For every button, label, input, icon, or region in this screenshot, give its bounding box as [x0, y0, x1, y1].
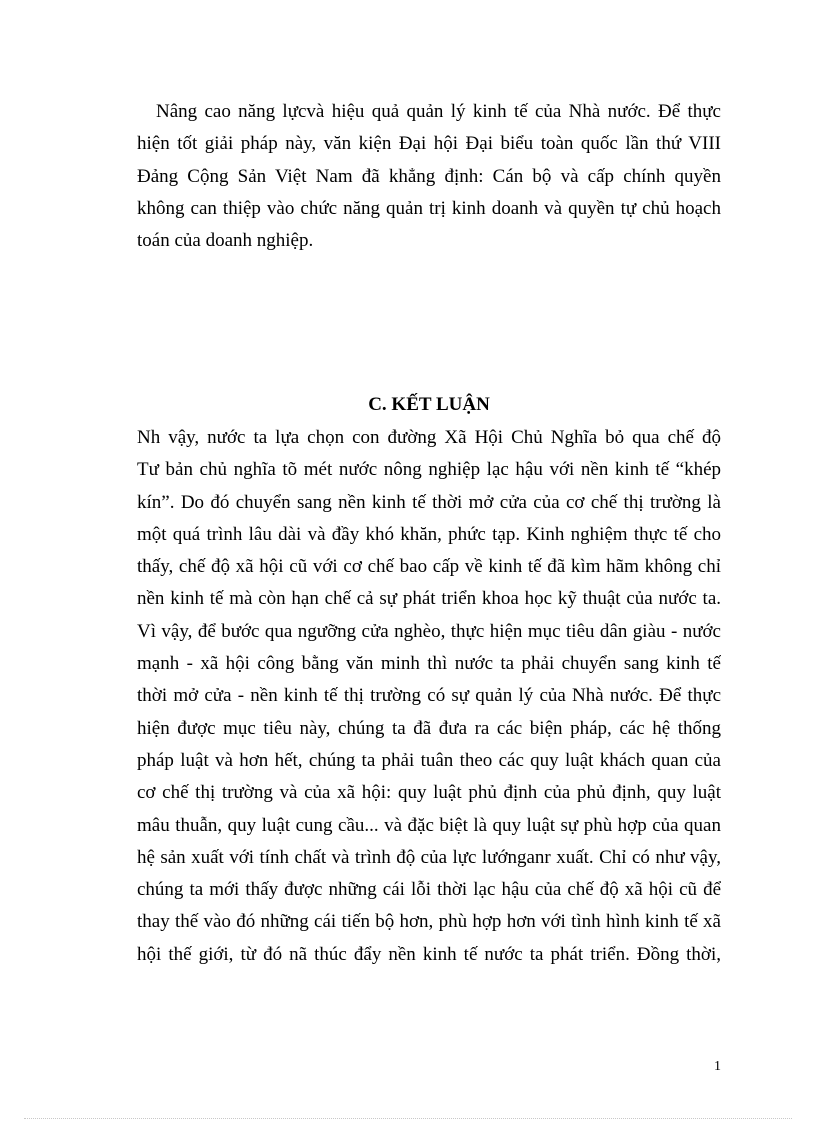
- paragraph-line: Nâng cao năng lựcvà hiệu quả quản lý kinh tế của Nhà nước. Để thực: [156, 101, 721, 122]
- paragraph-line: nền kinh tế mà còn hạn chế cả sự phát triển khoa học kỹ thuật của nước ta.: [137, 588, 721, 610]
- paragraph-line: thấy, chế độ xã hội cũ với cơ chế bao cấp về kinh tế đã kìm hãm không chỉ: [137, 556, 721, 578]
- paragraph-line: thời mở cửa - nền kinh tế thị trường có sự quản lý của Nhà nước. Để thực: [137, 685, 721, 707]
- page-bottom-divider: [24, 1118, 792, 1119]
- paragraph-line: Tư bản chủ nghĩa tõ mét nước nông nghiệp lạc hậu với nền kinh tế “khép: [137, 459, 721, 481]
- paragraph-line: chúng ta mới thấy được những cái lỗi thời lạc hậu của chế độ xã hội cũ để: [137, 879, 721, 901]
- paragraph-line: toán của doanh nghiệp.: [137, 230, 314, 252]
- paragraph-line: hiện được mục tiêu này, chúng ta đã đưa ra các biện pháp, các hệ thống: [137, 717, 721, 739]
- paragraph-line: hệ sản xuất với tính chất và trình độ của lực lướnganr xuất. Chỉ có như vậy,: [137, 846, 721, 868]
- paragraph-line: kín”. Do đó chuyển sang nền kinh tế thời mở cửa của cơ chế thị trường là: [137, 491, 721, 513]
- paragraph-line: Vì vậy, để bước qua ngưỡng cửa nghèo, thực hiện mục tiêu dân giàu - nước: [137, 620, 721, 642]
- paragraph-line: hiện tốt giải pháp này, văn kiện Đại hội Đại biểu toàn quốc lần thứ VIII: [137, 133, 721, 155]
- paragraph-line: mạnh - xã hội công bằng văn minh thì nước ta phải chuyển sang kinh tế: [137, 653, 721, 675]
- paragraph-line: Đảng Cộng Sản Việt Nam đã khẳng định: Cán bộ và cấp chính quyền: [137, 165, 721, 187]
- paragraph-line: Nh vậy, nước ta lựa chọn con đường Xã Hội Chủ Nghĩa bỏ qua chế độ: [137, 427, 721, 448]
- paragraph-line: cơ chế thị trường và của xã hội: quy luật phủ định của phủ định, quy luật: [137, 782, 721, 804]
- page-number: 1: [714, 1059, 721, 1074]
- paragraph-line: mâu thuẫn, quy luật cung cầu... và đặc biệt là quy luật sự phù hợp của quan: [137, 814, 721, 836]
- paragraph-line: một quá trình lâu dài và đầy khó khăn, phức tạp. Kinh nghiệm thực tế cho: [137, 523, 721, 545]
- paragraph-intro: [137, 96, 721, 257]
- paragraph-line: không can thiệp vào chức năng quản trị kinh doanh và quyền tự chủ hoạch: [137, 197, 721, 219]
- paragraph-line: thay thế vào đó những cái tiến bộ hơn, phù hợp hơn với tình hình kinh tế xã: [137, 911, 721, 933]
- paragraph-conclusion: [137, 422, 721, 971]
- paragraph-line: hội thế giới, từ đó nã thúc đẩy nền kinh tế nước ta phát triển. Đồng thời,: [137, 943, 721, 965]
- paragraph-line: pháp luật và hơn hết, chúng ta phải tuân theo các quy luật khách quan của: [137, 749, 721, 771]
- section-heading: C. KẾT LUẬN: [368, 394, 490, 415]
